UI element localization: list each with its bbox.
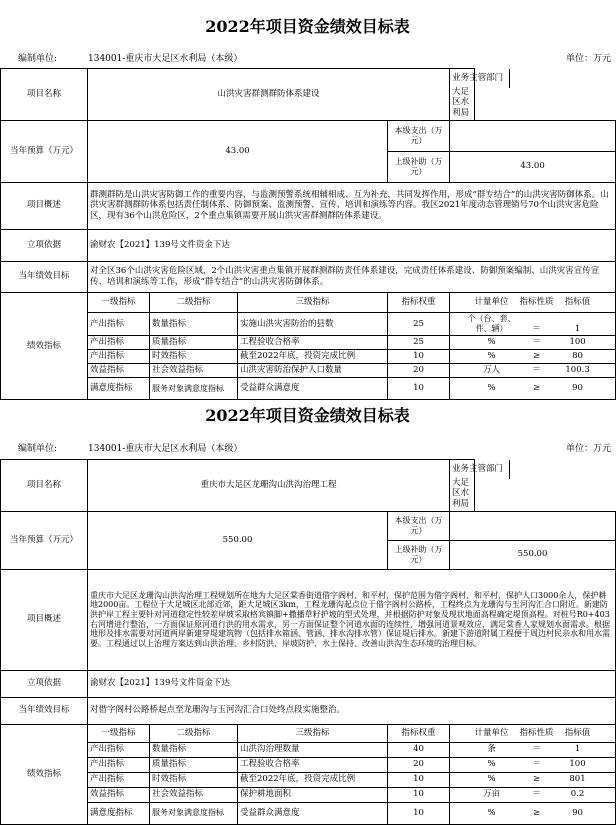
- superior-label: 上级补助（万元）: [388, 151, 450, 182]
- cell-value: 0.2: [570, 789, 585, 800]
- table-row: [1, 772, 616, 787]
- overview-text: 群测群防是山洪灾害防御工作的重要内容，与监测预警系统相辅相成、互为补充，共同发挥作用，形成“群专结合”的山洪灾害防御体系。山洪灾害群测群防体系包括责任制体系、防御预案、监测预警、宣传、培训和演练等内容。我区2021年度动态管理销号70个山洪灾害危险区，现有36个山洪危险区，2个重点集镇需要开展山洪灾害群测群防体系建设。: [88, 182, 616, 229]
- cell-level3: 实施山洪灾害防治的县数: [238, 312, 388, 336]
- table-row: [1, 312, 616, 336]
- table-row: [1, 378, 616, 400]
- cell-value: 100: [569, 759, 586, 770]
- cell-unit: %: [487, 351, 496, 362]
- cell-level1: 产出指标: [88, 742, 150, 757]
- page-title: 2022年项目资金绩效目标表: [205, 406, 410, 425]
- project-name-value: 重庆市大足区龙珊沟山洪沟治理工程: [88, 460, 450, 512]
- table-row: [1, 757, 616, 772]
- cell-unit: 个（台、套、件、辆）: [467, 313, 516, 333]
- cell-weight: 10: [388, 350, 450, 364]
- cell-level1: 效益指标: [88, 364, 150, 378]
- cell-group: [450, 364, 616, 378]
- basis-text: 渝财农【2021】139号文件资金下达: [88, 670, 616, 697]
- cell-weight: 10: [388, 772, 450, 787]
- unit-value: 134001-重庆市大足区水利局（本级）: [88, 54, 243, 64]
- cell-group: [450, 772, 616, 787]
- cell-unit: %: [487, 337, 496, 348]
- cell-value: 1: [574, 323, 581, 334]
- page-title: 2022年项目资金绩效目标表: [205, 17, 410, 36]
- currency-label: 单位：万元: [565, 444, 611, 454]
- table-row: [1, 742, 616, 757]
- header-cell: 指标权重: [388, 292, 450, 312]
- cell-value: 100.3: [565, 365, 590, 376]
- indicator-label: 绩效指标: [1, 724, 88, 824]
- cell-level3: 山洪灾害防治保护人口数量: [238, 364, 388, 378]
- dept-cell: [450, 460, 504, 512]
- cell-weight: 25: [388, 312, 450, 336]
- cell-group: [450, 350, 616, 364]
- cell-group: [450, 757, 616, 772]
- header-cell: 一级指标: [88, 292, 150, 312]
- cell-value: 1: [574, 744, 581, 755]
- cell-level2: 质量指标: [150, 336, 238, 350]
- cell-weight: 40: [388, 742, 450, 757]
- cell-nature: ＝: [532, 789, 541, 800]
- header-cell: [450, 292, 616, 312]
- basis-label: 立项依据: [1, 229, 88, 261]
- cell-level1: 效益指标: [88, 787, 150, 802]
- header-unit: 计量单位: [474, 727, 509, 738]
- dept-label: 业务主管部门: [450, 460, 510, 479]
- cell-level2: 时效指标: [150, 350, 238, 364]
- cell-nature: ＝: [532, 744, 541, 755]
- header-nature: 指标性质: [519, 296, 554, 307]
- cell-group: [450, 787, 616, 802]
- cell-value: 90: [572, 807, 583, 818]
- cell-level3: 保护耕地面积: [238, 787, 388, 802]
- cell-level2: 数量指标: [150, 312, 238, 336]
- cell-nature: ≥: [532, 774, 541, 785]
- cell-level1: 产出指标: [88, 336, 150, 350]
- dept-cell: [450, 69, 504, 121]
- cell-weight: 25: [388, 336, 450, 350]
- performance-table: [0, 459, 616, 825]
- cell-level2: 服务对象满意度指标: [150, 378, 238, 400]
- superior-label: 上级补助（万元）: [388, 540, 450, 569]
- cell-weight: 20: [388, 757, 450, 772]
- budget-value: 43.00: [88, 120, 388, 182]
- cell-unit: 万人: [483, 365, 501, 376]
- goal-label: 当年绩效目标: [1, 261, 88, 292]
- header-cell: 二级指标: [150, 724, 238, 742]
- cell-level1: 产出指标: [88, 772, 150, 787]
- project-name-label: 项目名称: [1, 460, 88, 512]
- cell-nature: ≥: [533, 383, 541, 394]
- cell-level3: 工程验收合格率: [238, 757, 388, 772]
- table-row: [1, 364, 616, 378]
- unit-value: 134001-重庆市大足区水利局（本级）: [88, 444, 243, 454]
- cell-level1: 产出指标: [88, 757, 150, 772]
- cell-nature: ＝: [532, 365, 541, 376]
- cell-weight: 10: [388, 378, 450, 400]
- cell-value: 801: [569, 774, 586, 785]
- cell-unit: 条: [487, 744, 496, 755]
- performance-table: [0, 68, 616, 400]
- cell-group: [450, 742, 616, 757]
- cell-level1: 满意度指标: [88, 378, 150, 400]
- cell-level2: 时效指标: [150, 772, 238, 787]
- indicator-label: 绩效指标: [1, 292, 88, 400]
- cell-group: [450, 378, 616, 400]
- cell-level2: 质量指标: [150, 757, 238, 772]
- cell-level3: 工程验收合格率: [238, 336, 388, 350]
- cell-group: [450, 336, 616, 350]
- level-label: 本级支出（万元）: [388, 511, 450, 540]
- basis-text: 渝财农【2021】139号文件资金下达: [88, 229, 616, 261]
- meta-row: [0, 441, 615, 455]
- header-value: 指标值: [564, 727, 591, 738]
- table-row: [1, 802, 616, 824]
- goal-text: 对全区36个山洪灾害危险区域，2个山洪灾害重点集镇开展群测群防责任体系建设，完成责任体系建设、防御预案编制、山洪灾害宣传宣传、培训和演练等工作，形成“群专结合”的山洪灾害防御体系。: [88, 261, 616, 292]
- cell-unit: 万亩: [482, 789, 500, 800]
- cell-unit: %: [487, 807, 496, 818]
- cell-weight: 10: [388, 802, 450, 824]
- cell-unit: %: [487, 383, 496, 394]
- cell-group: [450, 802, 616, 824]
- cell-level1: 满意度指标: [88, 802, 150, 824]
- budget-label: 当年预算（万元）: [1, 511, 88, 569]
- header-cell: [450, 724, 616, 742]
- cell-level3: 山洪沟治理数量: [238, 742, 388, 757]
- header-cell: 三级指标: [238, 724, 388, 742]
- superior-value: 43.00: [450, 151, 616, 182]
- cell-weight: 20: [388, 364, 450, 378]
- table-row: [1, 336, 616, 350]
- project-name-value: 山洪灾害群测群防体系建设: [88, 69, 450, 121]
- cell-value: 100: [569, 337, 586, 348]
- level-value: [450, 120, 616, 151]
- level-label: 本级支出（万元）: [388, 120, 450, 151]
- superior-value: 550.00: [450, 540, 616, 569]
- unit-label: 编制单位:: [18, 444, 58, 454]
- cell-level2: 社会效益指标: [150, 787, 238, 802]
- goal-text: 对借字阁村公路桥起点至龙珊沟与玉河沟汇合口处终点段实施整治。: [88, 697, 616, 724]
- overview-label: 项目概述: [1, 182, 88, 229]
- table-row: [1, 350, 616, 364]
- cell-level1: 产出指标: [88, 350, 150, 364]
- header-cell: 指标权重: [388, 724, 450, 742]
- header-cell: 一级指标: [88, 724, 150, 742]
- cell-level2: 数量指标: [150, 742, 238, 757]
- cell-level1: 产出指标: [88, 312, 150, 336]
- cell-nature: ≥: [533, 351, 541, 362]
- cell-nature: ＝: [532, 759, 541, 770]
- dept-value: 大足区水利局: [452, 477, 470, 509]
- cell-unit: %: [487, 759, 496, 770]
- cell-level3: 截至2022年底，投资完成比例: [238, 772, 388, 787]
- overview-text: 重庆市大足区龙珊沟山洪沟治理工程规划所在地为大足区棠香街道借字阁村、和平村，保护范围为借字阁村、和平村，保护人口3000余人，保护耕地2000亩。工程位于大足城区北部近郊，距大足城区3km，工程龙珊沟起点位于借字阁村公路桥，工程终点为龙珊沟与玉河沟汇合口附近。新建防洪护岸工程主要针对河道稳定性较差岸坡采取格宾镇脚+撒播草籽护坡的型式处理，并根据防护对象及现状地面高程确定堤顶高程。对桩号R0+403右河增进行整治，一方面保证原河道行洪的用水需求，另一方面保证整个河道水面的连续性，增强河道景观效应，满足棠香人家规划水面需求。根据地形及排水需要对河道两岸新建穿堤建筑物（包括排水箱涵、管涵、排水沟排水管）保证堤后排水。新建下游道附属工程便于周边村民亲水和用水需要。工程通过以上治理方案达到山洪治理、乡村防洪、岸坡防护、水土保持、改善山洪沟生态环境的治理目标。: [88, 569, 616, 670]
- cell-value: 90: [572, 383, 583, 394]
- cell-group: [450, 312, 616, 336]
- unit-label: 编制单位:: [18, 54, 58, 64]
- cell-level2: 服务对象满意度指标: [150, 802, 238, 824]
- dept-value: 大足区水利局: [452, 86, 470, 118]
- header-nature: 指标性质: [519, 727, 554, 738]
- budget-value: 550.00: [88, 511, 388, 569]
- basis-label: 立项依据: [1, 670, 88, 697]
- header-cell: 三级指标: [238, 292, 388, 312]
- currency-label: 单位：万元: [565, 54, 611, 64]
- header-value: 指标值: [564, 296, 591, 307]
- level-value: [450, 511, 616, 540]
- cell-nature: ≥: [532, 807, 541, 818]
- meta-row: [0, 51, 615, 65]
- cell-level2: 社会效益指标: [150, 364, 238, 378]
- cell-nature: ＝: [532, 337, 541, 348]
- project-name-label: 项目名称: [1, 69, 88, 121]
- header-unit: 计量单位: [474, 296, 509, 307]
- goal-label: 当年绩效目标: [1, 697, 88, 724]
- budget-label: 当年预算（万元）: [1, 120, 88, 182]
- cell-level3: 截至2022年底，投资完成比例: [238, 350, 388, 364]
- overview-label: 项目概述: [1, 569, 88, 670]
- cell-nature: ＝: [532, 323, 541, 334]
- cell-level3: 受益群众满意度: [238, 802, 388, 824]
- header-cell: 二级指标: [150, 292, 238, 312]
- table-row: [1, 787, 616, 802]
- cell-level3: 受益群众满意度: [238, 378, 388, 400]
- cell-weight: 10: [388, 787, 450, 802]
- cell-unit: %: [487, 774, 496, 785]
- cell-value: 80: [572, 351, 583, 362]
- dept-label: 业务主管部门: [450, 69, 510, 88]
